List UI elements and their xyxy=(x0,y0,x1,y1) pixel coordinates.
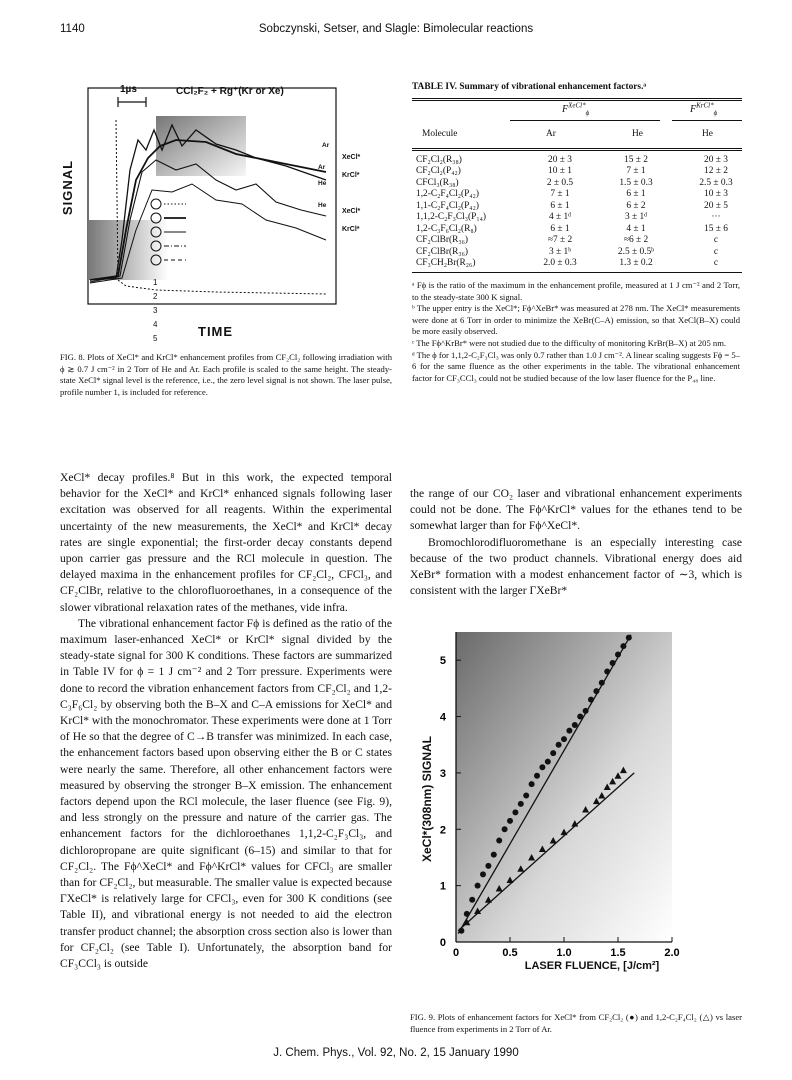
fig8-label-ar-2: Ar xyxy=(318,164,326,171)
table4-top-rule xyxy=(412,98,742,99)
fig9-x-tick-label: 0 xyxy=(452,947,460,959)
table4-col-molecule: Molecule xyxy=(422,129,458,139)
right-column-text xyxy=(410,486,742,599)
table4-cell-he-krcl: 2.5 ± 0.3 xyxy=(699,177,733,188)
fig9-point-cf2cl2 xyxy=(566,728,572,734)
table4-row xyxy=(412,212,752,224)
fig9-y-tick-label: 1 xyxy=(439,880,446,893)
table4-cell-he: 6 ± 1 xyxy=(626,189,646,200)
fig8-legend-2: 2 xyxy=(153,292,158,301)
table4-cell-molecule: CF₂Cl₂(P₄₂) xyxy=(416,166,461,177)
fig9-shaded-area xyxy=(456,632,672,942)
table4-cell-he: 1.5 ± 0.3 xyxy=(619,177,653,188)
figure-9-plot xyxy=(412,612,742,1012)
fig8-ylabel: SIGNAL xyxy=(60,159,76,216)
table4-row xyxy=(412,246,752,258)
table4-cell-he-krcl: 12 ± 2 xyxy=(704,166,728,177)
fig8-legend-1: 1 xyxy=(153,278,158,287)
table4-cell-he: 15 ± 2 xyxy=(624,154,648,165)
journal-footer: J. Chem. Phys., Vol. 92, No. 2, 15 January 1990 xyxy=(273,1047,519,1059)
fig8-label-krcl-2: KrCl* xyxy=(342,226,360,233)
fig8-label-he-2: He xyxy=(318,202,327,209)
fig9-y-tick-label: 2 xyxy=(439,824,446,837)
table4-row xyxy=(412,200,752,212)
fig9-caption: FIG. 9. Plots of enhancement factors for XeCl* from CF₂Cl₂ (●) and 1,2-C₂F₄Cl₂ (△) vs laser fluence from experiments in 2 Torr of Ar. xyxy=(410,1012,742,1034)
table4-cell-he-krcl: 20 ± 3 xyxy=(704,154,728,165)
table4-cell-ar: 2.0 ± 0.3 xyxy=(543,258,577,269)
fig9-point-cf2cl2 xyxy=(458,928,464,934)
fig9-point-cf2cl2 xyxy=(469,897,475,903)
table4-cell-ar: 4 ± 1ᵈ xyxy=(548,212,572,223)
fig9-point-cf2cl2 xyxy=(599,680,605,686)
fig9-point-cf2cl2 xyxy=(507,818,513,824)
fig8-label-xecl-2: XeCl* xyxy=(342,208,361,215)
right-paragraph-2: Bromochlorodifluoromethane is an especially interesting case because of the two product channels. Vibrational energy does aid XeBr* formation with a modest enhancement factor of ∼3, which is consistent with the larger ΓXeBr* xyxy=(410,535,742,598)
table4-cell-molecule: 1,2-C₃F₆Cl₂(R₈) xyxy=(416,223,477,234)
table4-footnote-c: ᶜ The Fϕ^KrBr* were not studied due to the difficulty of monitoring KrBr(B–X) at 205 nm. xyxy=(412,337,727,348)
fig9-point-cf2cl2 xyxy=(588,697,594,703)
fig9-x-tick-label: 1.0 xyxy=(556,947,572,959)
fig8-label-ar-1: Ar xyxy=(322,142,330,149)
fig9-point-cf2cl2 xyxy=(475,883,481,889)
right-paragraph-1: the range of our CO₂ laser and vibrational enhancement experiments could not be done. The Fϕ^KrCl* values for the ethanes tend to be somewhat larger than for Fϕ^XeCl*. xyxy=(410,487,742,533)
fig9-point-cf2cl2 xyxy=(464,911,470,917)
figure-9 xyxy=(412,612,742,1012)
fig8-legend-5: 5 xyxy=(153,334,158,343)
fig9-y-tick-label: 5 xyxy=(439,655,446,668)
table4-cell-molecule: CFCl₃(R₃₈) xyxy=(416,177,459,188)
table4-cell-molecule: CF₃CH₂Br(R₂₆) xyxy=(416,258,476,269)
table4-footnotes xyxy=(412,280,740,384)
table4-cell-ar: 3 ± 1ᵇ xyxy=(548,246,572,257)
fig9-point-cf2cl2 xyxy=(593,688,599,694)
table4-cell-he: 4 ± 1 xyxy=(626,223,646,234)
table4-footnote-a: ᵃ Fϕ is the ratio of the maximum in the enhancement profile, measured at 1 J cm⁻² and 2 Torr, to the steady-state 300 K signal. xyxy=(412,280,740,302)
table4-cell-ar: 6 ± 1 xyxy=(550,223,570,234)
fig9-point-cf2cl2 xyxy=(512,809,518,815)
fig9-point-cf2cl2 xyxy=(556,742,562,748)
fig9-point-cf2cl2 xyxy=(615,652,621,658)
fig9-x-tick-label: 1.5 xyxy=(610,947,626,959)
table4-row xyxy=(412,154,752,166)
table4-cell-he-krcl: 10 ± 3 xyxy=(704,189,728,200)
table4-cell-molecule: CF₂ClBr(R₃₆) xyxy=(416,235,469,246)
table4-col-he-krcl: He xyxy=(702,129,713,139)
fig9-point-cf2cl2 xyxy=(480,871,486,877)
fig8-baseline xyxy=(118,280,326,294)
fig9-point-cf2cl2 xyxy=(518,801,524,807)
figure-8-plot xyxy=(56,80,376,340)
fig9-point-cf2cl2 xyxy=(529,781,535,787)
fig8-xlabel: TIME xyxy=(198,324,234,339)
fig8-legend-3: 3 xyxy=(153,306,158,315)
table4-cell-he-krcl: ··· xyxy=(711,212,721,223)
fig9-point-cf2cl2 xyxy=(491,852,497,858)
fig9-point-cf2cl2 xyxy=(620,643,626,649)
fig9-x-tick-label: 0.5 xyxy=(502,947,518,959)
fig9-xlabel: LASER FLUENCE, [J/cm²] xyxy=(524,960,660,972)
figure-8 xyxy=(56,80,376,343)
table4-cell-he: 1.3 ± 0.2 xyxy=(619,258,653,269)
table4-cell-molecule: 1,1-C₂F₄Cl₂(P₄₂) xyxy=(416,200,479,211)
table4-cell-molecule: 1,2-C₂F₄Cl₂(P₄₂) xyxy=(416,189,479,200)
fig9-point-cf2cl2 xyxy=(583,708,589,714)
table4-row xyxy=(412,258,752,270)
fig9-point-cf2cl2 xyxy=(626,635,632,641)
table4-group-xecl: $F^{XeCl*}_\phi$ xyxy=(562,101,590,117)
table4-row xyxy=(412,223,752,235)
table4-cell-he: 6 ± 2 xyxy=(626,200,646,211)
left-paragraph-2: The vibrational enhancement factor Fϕ is defined as the ratio of the maximum laser-enhanced XeCl* or KrCl* signal divided by the steady-state signal for 300 K conditions. These factors are summarized in Table IV for ϕ = 1 J cm⁻² and 2 Torr pressure. Experiments were done to record the vibration enhancement factors from CF₂Cl₂ and 1,2-C₃F₆Cl₂ by observing both the B–X and C–A emissions for XeCl* and KrCl* with the monochromator. These experiments were done at 1 Torr of He so that the degree of C→B transfer was minimized. In each case, the enhancement factors based upon observing either the B or C states were nearly the same. Therefore, all other enhancement factors were measured by observing the stronger B–X emission. The enhancement factors depend upon the RCl molecule, the laser fluence (see Fig. 9), and less strongly on the pressure and nature of the carrier gas. The enhancement factors for the dichloroethanes 1,1,2-C₂F₃Cl₃, and dichloropropane are quite significant (6–15) and similar to that for CF₂Cl₂. The Fϕ^XeCl* and Fϕ^KrCl* values for CFCl₃ are smaller than for CF₂Cl₂, but measurable. The smaller value is expected because ΓXeCl* is relatively large for CFCl₃, even for 300 K conditions (see Table II), and vibrational energy is not needed to aid the electron transfer product channel; the absorption cross section also is lower than for CF₂Cl₂ (see Table I). Unfortunately, the absorption band for CF₃CCl₃ is outside xyxy=(60,616,392,971)
fig9-point-cf2cl2 xyxy=(485,863,491,869)
table4-cell-ar: 7 ± 1 xyxy=(550,189,570,200)
fig9-point-cf2cl2 xyxy=(496,838,502,844)
fig9-point-cf2cl2 xyxy=(561,736,567,742)
fig8-label-xecl-1: XeCl* xyxy=(342,154,361,161)
table4-cell-he-krcl: 15 ± 6 xyxy=(704,223,728,234)
left-column-text xyxy=(60,470,392,972)
table4-cell-he-krcl: c xyxy=(713,258,719,269)
left-paragraph-1: XeCl* decay profiles.⁸ But in this work, the expected temporal behavior for the XeCl* and KrCl* enhanced signals following laser excitation was observed for all reagents. Within the experimental uncertainty of the new measurements, the XeCl* and KrCl* decay rates are single exponential; the first-order decay constants depend upon carrier gas pressure and the RCl molecule in question. The delayed maxima in the enhancement profiles for CF₂Cl₂, CFCl₃, and CF₂ClBr, relative to the chlorofluoroethanes, in a consequence of the slower vibrational relaxation rates of the methanes, vide infra. xyxy=(60,471,392,614)
table4-cell-he: 7 ± 1 xyxy=(626,166,646,177)
fig9-point-cf2cl2 xyxy=(534,773,540,779)
table4-cell-he-krcl: c xyxy=(713,235,719,246)
table4-bottom-rule xyxy=(412,272,742,273)
fig9-point-cf2cl2 xyxy=(502,826,508,832)
fig9-point-cf2cl2 xyxy=(572,722,578,728)
fig9-y-tick-label: 4 xyxy=(439,711,446,724)
fig8-reaction-label: CCl₂F₂ + Rg⁺(Kr or Xe) xyxy=(176,86,284,97)
running-head: Sobczynski, Setser, and Slagle: Bimolecular reactions xyxy=(258,23,534,35)
table4 xyxy=(412,154,752,269)
table4-row xyxy=(412,235,752,247)
fig9-point-cf2cl2 xyxy=(604,668,610,674)
fig9-point-cf2cl2 xyxy=(577,714,583,720)
table4-cell-ar: 6 ± 1 xyxy=(550,200,570,211)
fig9-ylabel: XeCl*(308nm) SIGNAL xyxy=(420,735,434,863)
fig9-point-cf2cl2 xyxy=(610,660,616,666)
fig9-point-cf2cl2 xyxy=(550,750,556,756)
table4-cell-he: 2.5 ± 0.5ᵇ xyxy=(617,246,655,257)
fig8-label-krcl-1: KrCl* xyxy=(342,172,360,179)
fig9-point-cf2cl2 xyxy=(545,759,551,765)
table4-group-krcl: $F^{KrCl*}_\phi$ xyxy=(690,101,718,117)
table4-cell-he-krcl: 20 ± 5 xyxy=(704,200,728,211)
table4-col-he: He xyxy=(632,129,643,139)
table4-cell-molecule: 1,1,2-C₂F₃Cl₃(P₁₄) xyxy=(416,212,486,223)
table4-cell-ar: ≈7 ± 2 xyxy=(547,235,573,246)
table4-cell-molecule: CF₂ClBr(R₃₆) xyxy=(416,246,469,257)
table4-col-ar: Ar xyxy=(546,129,556,139)
fig9-x-tick-label: 2.0 xyxy=(664,947,680,959)
table4-cell-he: 3 ± 1ᵈ xyxy=(624,212,648,223)
table4-footnote-b: ᵇ The upper entry is the XeCl*; Fϕ^XeBr* was measured at 278 nm. The XeCl* measurements were done at 6 Torr in order to minimize the XeBr(C–A) emission, so that XeCl(B–X) could be more easily observed. xyxy=(412,303,740,337)
fig9-y-tick-label: 3 xyxy=(439,767,446,780)
fig9-y-tick-label: 0 xyxy=(439,937,446,949)
table4-cell-ar: 20 ± 3 xyxy=(548,154,572,165)
fig8-scale-label: 1µs xyxy=(120,84,137,95)
table4-body xyxy=(412,154,752,269)
table4-row xyxy=(412,166,752,178)
table4-title: TABLE IV. Summary of vibrational enhancement factors.ᵃ xyxy=(412,82,647,92)
page-number: 1140 xyxy=(60,23,85,35)
table4-footnote-d: ᵈ The ϕ for 1,1,2-C₂F₃Cl₃ was only 0.7 rather than 1.0 J cm⁻². A linear scaling suggests Fϕ = 5–6 for the same fluence as the other experiments in the table. The vibrational enhancement factor for CF₃CCl₃ could not be studied because of the low laser fluence for the P₄₈ line. xyxy=(412,349,741,383)
table4-cell-ar: 2 ± 0.5 xyxy=(546,177,574,188)
fig8-label-he-1: He xyxy=(318,180,327,187)
table4-cell-ar: 10 ± 1 xyxy=(548,166,572,177)
fig8-legend-4: 4 xyxy=(153,320,158,329)
table4-cell-he: ≈6 ± 2 xyxy=(623,235,649,246)
fig9-point-cf2cl2 xyxy=(523,792,529,798)
fig9-point-cf2cl2 xyxy=(539,764,545,770)
table4-row xyxy=(412,189,752,201)
table4-cell-molecule: CF₂Cl₂(R₃₈) xyxy=(416,154,462,165)
table4-row xyxy=(412,177,752,189)
table4-cell-he-krcl: c xyxy=(713,246,719,257)
fig8-caption: FIG. 8. Plots of XeCl* and KrCl* enhancement profiles from CF₂Cl₂ following irradiation with ϕ ≳ 0.7 J cm⁻² in 2 Torr of He and Ar. Each profile is scaled to the same height. The steady-state XeCl* signal level is the reference, i.e., the zero level signal is not shown. The laser pulse, profile number 1, is included for reference. xyxy=(60,352,392,397)
